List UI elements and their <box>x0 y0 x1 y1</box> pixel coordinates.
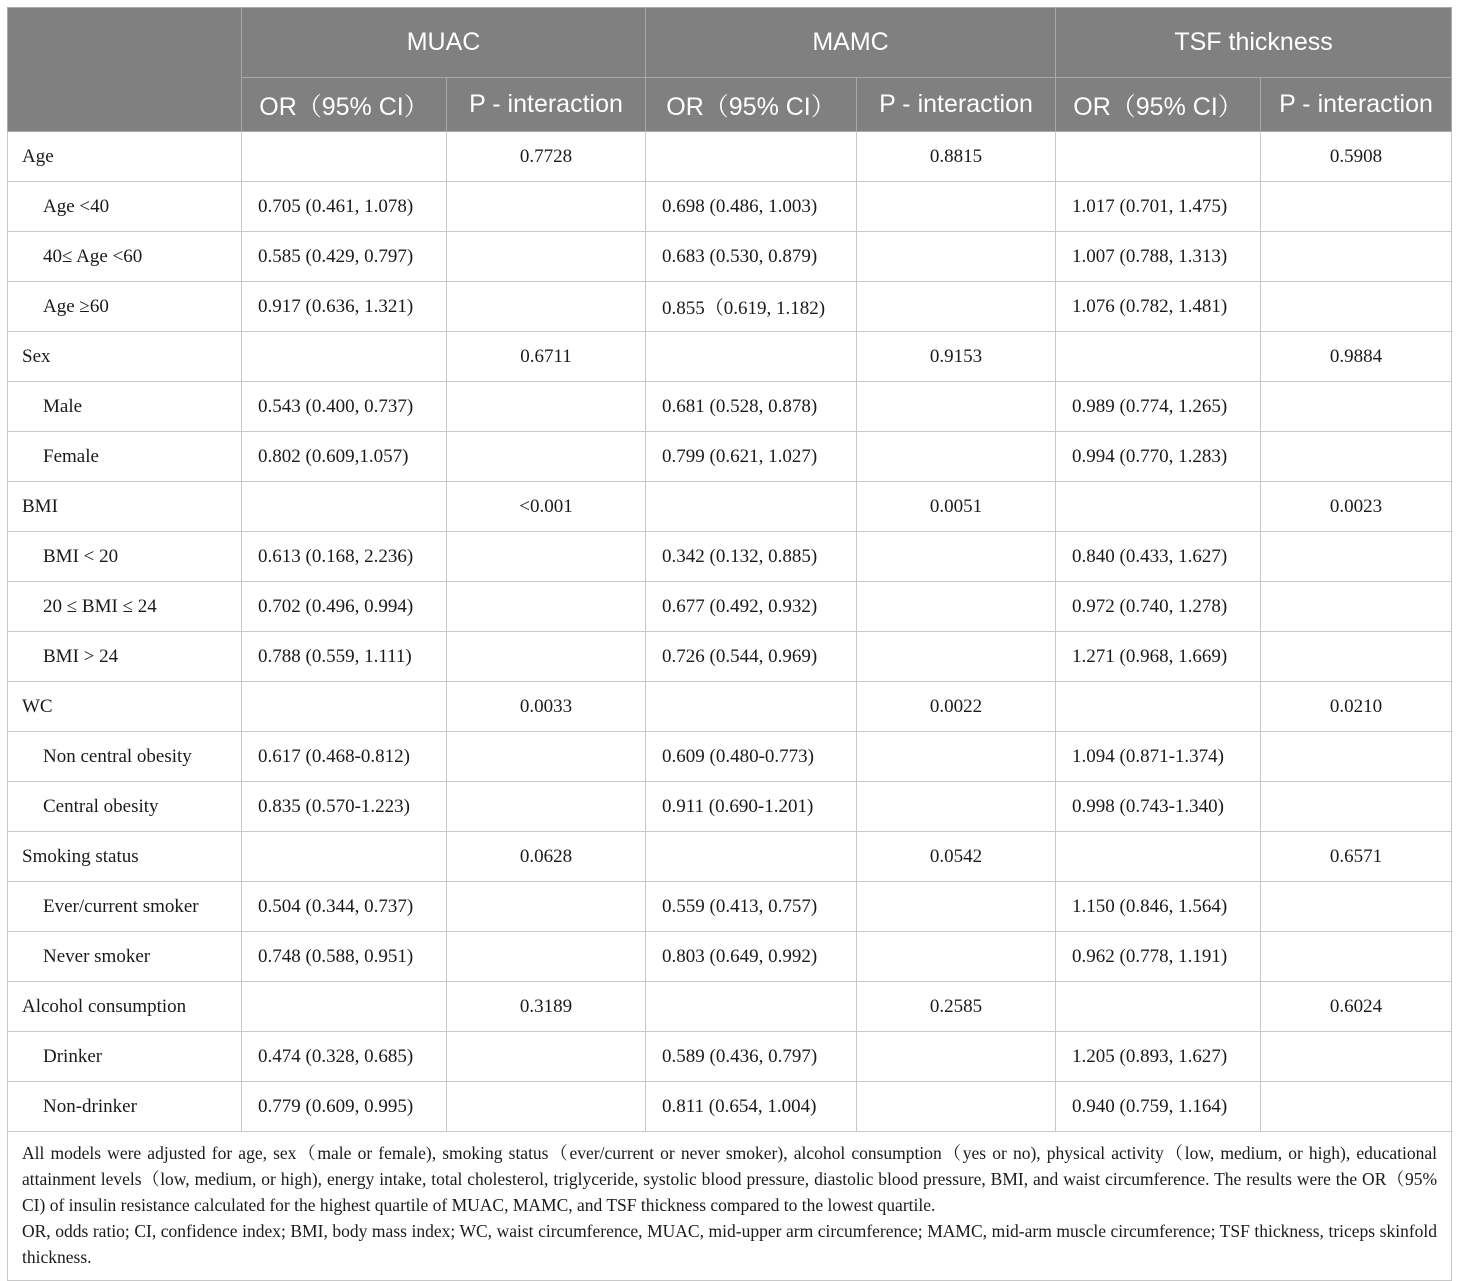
or-ci-cell: 0.799 (0.621, 1.027) <box>646 432 857 482</box>
or-ci-cell: 0.559 (0.413, 0.757) <box>646 882 857 932</box>
p-interaction-cell <box>1261 1082 1452 1132</box>
p-interaction-cell <box>857 282 1056 332</box>
p-interaction-cell <box>1261 882 1452 932</box>
table-row-subgroup <box>8 782 1452 832</box>
or-ci-cell: 0.677 (0.492, 0.932) <box>646 582 857 632</box>
p-interaction-cell: 0.5908 <box>1261 132 1452 182</box>
or-ci-cell: 0.788 (0.559, 1.111) <box>242 632 447 682</box>
p-interaction-cell: 0.0023 <box>1261 482 1452 532</box>
p-interaction-cell <box>857 232 1056 282</box>
results-table-container <box>7 7 1451 1281</box>
or-ci-cell: 0.617 (0.468-0.812) <box>242 732 447 782</box>
row-label: Drinker <box>8 1032 242 1082</box>
p-interaction-cell <box>857 732 1056 782</box>
or-ci-cell <box>242 332 447 382</box>
row-label: BMI <box>8 482 242 532</box>
header-p: P - interaction <box>857 78 1056 132</box>
p-interaction-cell <box>447 282 646 332</box>
table-row-subgroup <box>8 232 1452 282</box>
or-ci-cell: 0.342 (0.132, 0.885) <box>646 532 857 582</box>
p-interaction-cell <box>447 632 646 682</box>
or-ci-cell: 0.543 (0.400, 0.737) <box>242 382 447 432</box>
or-ci-cell: 0.917 (0.636, 1.321) <box>242 282 447 332</box>
p-interaction-cell <box>1261 782 1452 832</box>
p-interaction-cell: 0.3189 <box>447 982 646 1032</box>
p-interaction-cell <box>857 182 1056 232</box>
p-interaction-cell: 0.0542 <box>857 832 1056 882</box>
p-interaction-cell <box>857 1032 1056 1082</box>
header-or: OR（95% CI） <box>242 78 447 132</box>
row-label: Never smoker <box>8 932 242 982</box>
p-interaction-cell <box>857 882 1056 932</box>
table-row-group <box>8 482 1452 532</box>
or-ci-cell: 0.585 (0.429, 0.797) <box>242 232 447 282</box>
or-ci-cell <box>646 982 857 1032</box>
header-corner <box>8 8 242 132</box>
or-ci-cell: 0.779 (0.609, 0.995) <box>242 1082 447 1132</box>
or-ci-cell: 0.589 (0.436, 0.797) <box>646 1032 857 1082</box>
header-or: OR（95% CI） <box>1056 78 1261 132</box>
row-label: Age <box>8 132 242 182</box>
or-ci-cell: 0.504 (0.344, 0.737) <box>242 882 447 932</box>
p-interaction-cell: 0.0033 <box>447 682 646 732</box>
p-interaction-cell <box>447 782 646 832</box>
or-ci-cell: 0.474 (0.328, 0.685) <box>242 1032 447 1082</box>
footnote-row <box>8 1132 1452 1281</box>
or-ci-cell <box>646 332 857 382</box>
p-interaction-cell: 0.0628 <box>447 832 646 882</box>
p-interaction-cell <box>857 432 1056 482</box>
p-interaction-cell: 0.8815 <box>857 132 1056 182</box>
header-mamc: MAMC <box>646 8 1056 78</box>
table-row-subgroup <box>8 932 1452 982</box>
row-label: Age <40 <box>8 182 242 232</box>
or-ci-cell <box>1056 682 1261 732</box>
p-interaction-cell <box>447 732 646 782</box>
table-row-subgroup <box>8 432 1452 482</box>
or-ci-cell: 0.962 (0.778, 1.191) <box>1056 932 1261 982</box>
row-label: Male <box>8 382 242 432</box>
or-ci-cell: 0.803 (0.649, 0.992) <box>646 932 857 982</box>
or-ci-cell <box>242 132 447 182</box>
p-interaction-cell <box>1261 932 1452 982</box>
p-interaction-cell <box>857 632 1056 682</box>
header-tsf: TSF thickness <box>1056 8 1452 78</box>
or-ci-cell <box>1056 832 1261 882</box>
p-interaction-cell <box>447 432 646 482</box>
or-ci-cell: 0.681 (0.528, 0.878) <box>646 382 857 432</box>
or-ci-cell <box>1056 482 1261 532</box>
p-interaction-cell <box>857 1082 1056 1132</box>
table-row-subgroup <box>8 1032 1452 1082</box>
p-interaction-cell <box>857 782 1056 832</box>
p-interaction-cell: 0.9153 <box>857 332 1056 382</box>
or-ci-cell: 0.998 (0.743-1.340) <box>1056 782 1261 832</box>
table-row-subgroup <box>8 182 1452 232</box>
table-row-subgroup <box>8 632 1452 682</box>
row-label: 20 ≤ BMI ≤ 24 <box>8 582 242 632</box>
or-ci-cell: 1.205 (0.893, 1.627) <box>1056 1032 1261 1082</box>
row-label: Female <box>8 432 242 482</box>
table-row-subgroup <box>8 882 1452 932</box>
or-ci-cell: 1.271 (0.968, 1.669) <box>1056 632 1261 682</box>
or-ci-cell: 0.911 (0.690-1.201) <box>646 782 857 832</box>
or-ci-cell: 0.994 (0.770, 1.283) <box>1056 432 1261 482</box>
row-label: Non central obesity <box>8 732 242 782</box>
footnote-abbreviations: OR, odds ratio; CI, confidence index; BMI, body mass index; WC, waist circumference, MUAC, mid-upper arm circumference; MAMC, mid-arm muscle circumference; TSF thickness, triceps skinfold thickness. <box>22 1221 1438 1267</box>
p-interaction-cell: 0.7728 <box>447 132 646 182</box>
or-ci-cell: 1.094 (0.871-1.374) <box>1056 732 1261 782</box>
or-ci-cell: 0.855（0.619, 1.182) <box>646 282 857 332</box>
p-interaction-cell <box>447 1082 646 1132</box>
or-ci-cell: 0.726 (0.544, 0.969) <box>646 632 857 682</box>
p-interaction-cell: 0.2585 <box>857 982 1056 1032</box>
p-interaction-cell: 0.9884 <box>1261 332 1452 382</box>
row-label: BMI < 20 <box>8 532 242 582</box>
p-interaction-cell <box>857 582 1056 632</box>
table-row-subgroup <box>8 582 1452 632</box>
p-interaction-cell <box>447 882 646 932</box>
p-interaction-cell <box>1261 732 1452 782</box>
table-row-subgroup <box>8 1082 1452 1132</box>
p-interaction-cell <box>1261 182 1452 232</box>
p-interaction-cell <box>447 182 646 232</box>
or-ci-cell: 0.702 (0.496, 0.994) <box>242 582 447 632</box>
or-ci-cell: 0.705 (0.461, 1.078) <box>242 182 447 232</box>
p-interaction-cell <box>1261 232 1452 282</box>
p-interaction-cell <box>1261 282 1452 332</box>
interaction-table <box>7 7 1452 1281</box>
table-row-group <box>8 682 1452 732</box>
p-interaction-cell: 0.0022 <box>857 682 1056 732</box>
p-interaction-cell <box>447 582 646 632</box>
or-ci-cell <box>242 482 447 532</box>
p-interaction-cell <box>447 382 646 432</box>
or-ci-cell: 0.609 (0.480-0.773) <box>646 732 857 782</box>
row-label: Sex <box>8 332 242 382</box>
table-row-subgroup <box>8 382 1452 432</box>
row-label: Non-drinker <box>8 1082 242 1132</box>
or-ci-cell: 0.840 (0.433, 1.627) <box>1056 532 1261 582</box>
header-muac: MUAC <box>242 8 646 78</box>
footnote-adjustment: All models were adjusted for age, sex（male or female), smoking status（ever/current or never smoker), alcohol consumption（yes or no), physical activity（low, medium, or high), educational attainment levels（low, medium, or high), energy intake, total cholesterol, triglyceride, systolic blood pressure, diastolic blood pressure, BMI, and waist circumference. The results were the OR（95% CI) of insulin resistance calculated for the highest quartile of MUAC, MAMC, and TSF thickness compared to the lowest quartile. <box>22 1143 1438 1215</box>
row-label: 40≤ Age <60 <box>8 232 242 282</box>
or-ci-cell <box>242 982 447 1032</box>
or-ci-cell: 0.972 (0.740, 1.278) <box>1056 582 1261 632</box>
table-row-group <box>8 332 1452 382</box>
header-p: P - interaction <box>1261 78 1452 132</box>
row-label: WC <box>8 682 242 732</box>
p-interaction-cell <box>857 932 1056 982</box>
or-ci-cell <box>1056 132 1261 182</box>
or-ci-cell <box>242 682 447 732</box>
table-row-group <box>8 132 1452 182</box>
or-ci-cell: 0.613 (0.168, 2.236) <box>242 532 447 582</box>
row-label: Alcohol consumption <box>8 982 242 1032</box>
or-ci-cell: 0.683 (0.530, 0.879) <box>646 232 857 282</box>
or-ci-cell: 1.007 (0.788, 1.313) <box>1056 232 1261 282</box>
row-label: Age ≥60 <box>8 282 242 332</box>
p-interaction-cell: 0.6571 <box>1261 832 1452 882</box>
or-ci-cell: 0.802 (0.609,1.057) <box>242 432 447 482</box>
or-ci-cell: 0.748 (0.588, 0.951) <box>242 932 447 982</box>
or-ci-cell <box>646 682 857 732</box>
row-label: BMI > 24 <box>8 632 242 682</box>
p-interaction-cell <box>1261 532 1452 582</box>
or-ci-cell: 1.076 (0.782, 1.481) <box>1056 282 1261 332</box>
p-interaction-cell <box>447 932 646 982</box>
header-p: P - interaction <box>447 78 646 132</box>
or-ci-cell <box>646 132 857 182</box>
row-label: Smoking status <box>8 832 242 882</box>
row-label: Ever/current smoker <box>8 882 242 932</box>
or-ci-cell: 1.017 (0.701, 1.475) <box>1056 182 1261 232</box>
table-row-subgroup <box>8 732 1452 782</box>
p-interaction-cell <box>1261 582 1452 632</box>
or-ci-cell: 0.811 (0.654, 1.004) <box>646 1082 857 1132</box>
p-interaction-cell: <0.001 <box>447 482 646 532</box>
header-or: OR（95% CI） <box>646 78 857 132</box>
p-interaction-cell: 0.6024 <box>1261 982 1452 1032</box>
footnote <box>8 1132 1452 1281</box>
table-row-subgroup <box>8 532 1452 582</box>
or-ci-cell <box>1056 332 1261 382</box>
or-ci-cell: 0.940 (0.759, 1.164) <box>1056 1082 1261 1132</box>
p-interaction-cell <box>447 1032 646 1082</box>
or-ci-cell <box>1056 982 1261 1032</box>
p-interaction-cell <box>857 532 1056 582</box>
or-ci-cell: 0.989 (0.774, 1.265) <box>1056 382 1261 432</box>
p-interaction-cell: 0.0210 <box>1261 682 1452 732</box>
table-row-subgroup <box>8 282 1452 332</box>
or-ci-cell <box>646 482 857 532</box>
p-interaction-cell <box>857 382 1056 432</box>
p-interaction-cell <box>1261 632 1452 682</box>
p-interaction-cell <box>447 532 646 582</box>
or-ci-cell <box>646 832 857 882</box>
or-ci-cell: 0.698 (0.486, 1.003) <box>646 182 857 232</box>
p-interaction-cell: 0.6711 <box>447 332 646 382</box>
or-ci-cell: 1.150 (0.846, 1.564) <box>1056 882 1261 932</box>
or-ci-cell: 0.835 (0.570-1.223) <box>242 782 447 832</box>
p-interaction-cell: 0.0051 <box>857 482 1056 532</box>
p-interaction-cell <box>1261 432 1452 482</box>
table-row-group <box>8 832 1452 882</box>
header-group-row <box>8 8 1452 78</box>
table-row-group <box>8 982 1452 1032</box>
row-label: Central obesity <box>8 782 242 832</box>
or-ci-cell <box>242 832 447 882</box>
p-interaction-cell <box>447 232 646 282</box>
p-interaction-cell <box>1261 382 1452 432</box>
p-interaction-cell <box>1261 1032 1452 1082</box>
